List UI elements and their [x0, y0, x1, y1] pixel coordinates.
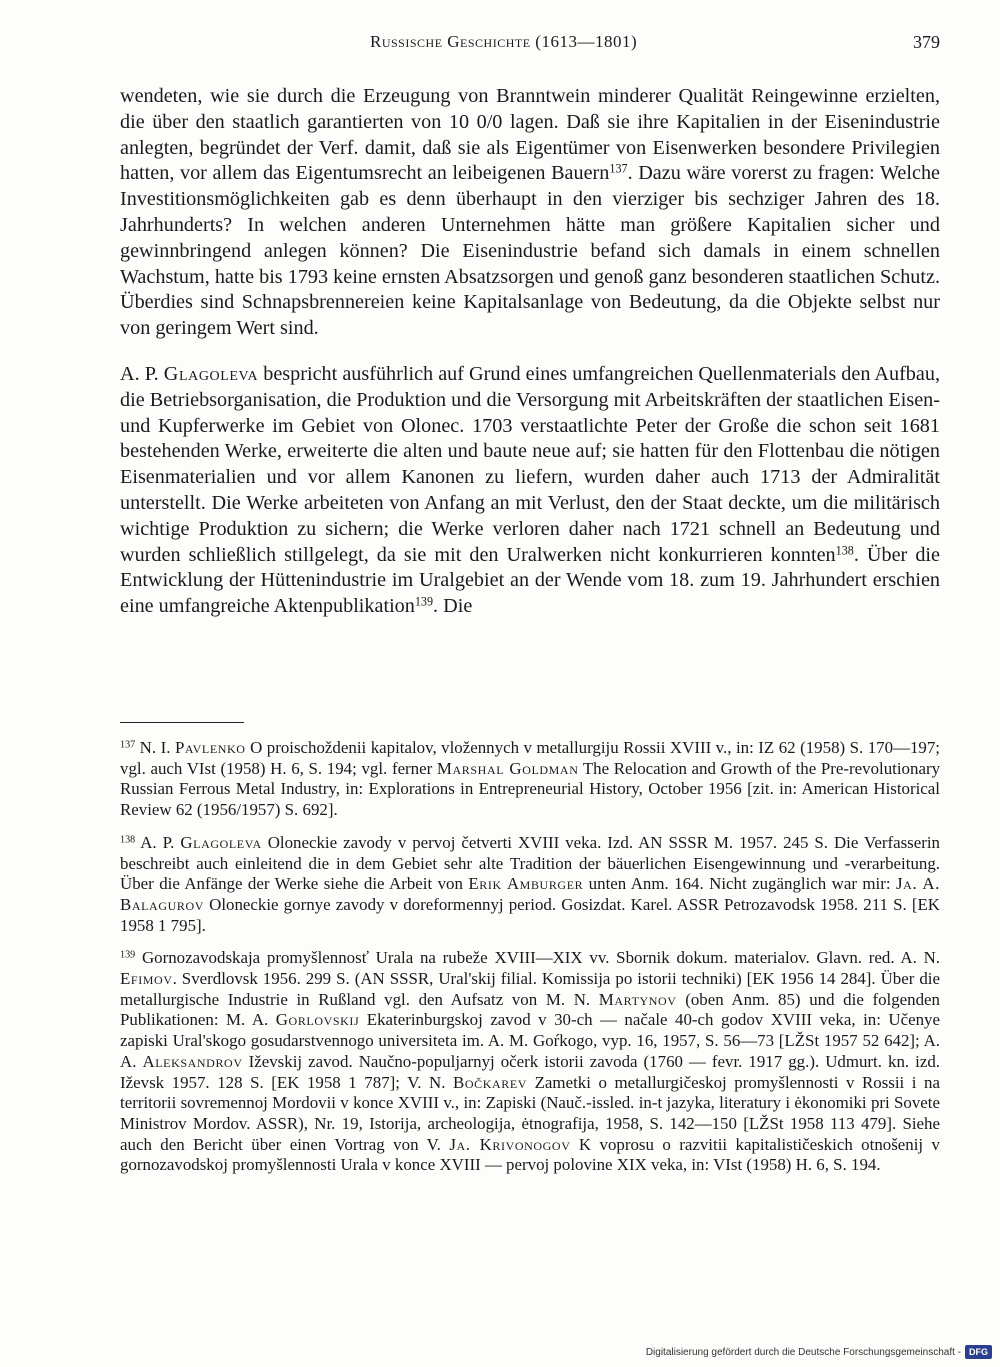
author-name: Marshal Goldman	[436, 758, 579, 778]
footnote-ref: 137	[120, 739, 136, 751]
text-run: . Dazu wäre vorerst zu fragen: Welche Investitionsmöglichkeiten gab es denn überhaupt in den vierziger bis sechziger Jahren des 18. Jahrhunderts? In welchen anderen Unternehmen hätte man größere Kapitalien sicher und gewinnbringend anlegen können? Die Eisenindustrie befand sich damals in einem schnellen Wachstum, hatte bis 1793 keine ernsten Absatzsorgen und genoß ganz besonderen staatlichen Schutz. Überdies sind Schnapsbrennereien keine Kapitalsanlage von Bedeutung, da die Objekte selbst nur von geringem Wert sind.	[120, 162, 941, 340]
text-run: . Die	[433, 595, 473, 618]
main-text	[120, 84, 940, 620]
footnote-137	[120, 738, 940, 821]
dfg-logo: DFG	[965, 1345, 992, 1359]
author-name: Ja. A. Balagurov	[120, 874, 940, 914]
footnote-ref: 138	[835, 542, 854, 557]
text-run: Iževskij zavod. Naučno-populjarnyj očerk istorii zavoda (1760 — fevr. 1917 gg.). Udmurt. kn. izd. Iževsk 1957. 128 S. [EK 1958 1 787]; V. N.	[120, 1051, 940, 1092]
footnote-ref: 138	[120, 834, 136, 846]
author-name: Glagoleva	[163, 362, 259, 385]
text-run: A. P.	[135, 832, 181, 852]
credit-text: Digitalisierung gefördert durch die Deutsche Forschungsgemeinschaft -	[645, 1346, 961, 1358]
text-run: K voprosu o razvitii kapitalističeskich otnošenij v gornozavodskoj promyšlennosti Urala v konce XVIII — pervoj polovine XIX veka, in: VIst (1958) H. 6, S. 194.	[120, 1134, 940, 1175]
text-run: Ekaterinburgskoj zavod v 30-ch — načale 40-ch godov XVIII veka, in: Učenye zapiski Ural'skogo gosudarstvennogo universiteta im. A. M. Goŕkogo, vyp. 16, 1957, S. 56—73 [LŽSt 1957 52 642]; A. A.	[120, 1010, 940, 1071]
text-run: (oben Anm. 85) und die folgenden Publikationen: M. A.	[120, 989, 940, 1030]
author-name: Erik Amburger	[468, 874, 584, 894]
author-name: Martynov	[598, 989, 677, 1009]
text-run: A. P.	[120, 362, 164, 385]
footnote-ref: 137	[609, 161, 628, 176]
footnotes	[120, 738, 940, 1188]
running-head-title: Russische Geschichte (1613—1801)	[370, 32, 638, 51]
digitization-credit	[646, 1345, 992, 1359]
running-header	[120, 30, 940, 60]
text-run: bespricht ausführlich auf Grund eines umfangreichen Quellenmaterials den Aufbau, die Betriebsorganisation, die Produktion und die Versorgung mit Arbeitskräften der staatlichen Eisen- und Kupferwerke im Gebiet von Olonec. 1703 verstaatlichte Peter der Große die schon seit 1681 bestehenden Werke, erweiterte die alten und baute neue auf; sie hatten für den Flottenbau die nötigen Eisenmaterialien und vor allem Kanonen zu liefern, wurden daher auch 1713 der Admiralität unterstellt. Die Werke arbeiteten von Anfang an mit Verlust, den der Staat deckte, um die militärisch wichtige Produktion zu sichern; die Werke verloren daher nach 1721 schnell an Bedeutung und wurden schließlich stillgelegt, da sie mit den Uralwerken nicht konkurrieren konnten	[120, 362, 940, 566]
text-run: unten Anm. 164. Nicht zugänglich war mir:	[583, 874, 896, 894]
author-name: Efimov	[120, 969, 173, 989]
text-run: wendeten, wie sie durch die Erzeugung von Branntwein minderer Qualität Reingewinne erzielten, die über den staatlich garantierten von 10 0/0 lagen. Daß sie ihre Kapitalien in der Eisenindustrie anlegten, begründet der Verf. damit, daß sie als Eigentümer von Eisenwerken besondere Privilegien hatten, vor allem das Eigentumsrecht an leibeigenen Bauern	[120, 85, 940, 185]
paragraph	[120, 362, 940, 620]
text-run: Gornozavodskaja promyšlennosť Urala na rubeže XVIII—XIX vv. Sbornik dokum. materialov. Glavn. red. A. N.	[135, 948, 940, 968]
text-run: Zametki o metallurgičeskoj promyšlennosti v Rossii i na territorii sovremennoj Mordovii v konce XVIII v., in: Zapiski (Nauč.-issled. in-t jazyka, literatury i ėkonomiki pri Sovete Ministrov Mordov. ASSR), Nr. 19, Istorija, archeologija, ėtnografija, 1958, S. 142—150 [LŽSt 1958 113 479]. Siehe auch den Bericht über einen Vortrag von V.	[120, 1072, 940, 1154]
text-run: N. I.	[135, 738, 175, 757]
page-number: 379	[913, 32, 940, 52]
paragraph	[120, 84, 940, 342]
author-name: Pavlenko	[174, 738, 246, 757]
author-name: Aleksandrov	[142, 1051, 243, 1071]
text-run: . Sverdlovsk 1956. 299 S. (AN SSSR, Ural'skij filial. Komissija po istorii techniki) [EK 1956 14 284]. Über die metallurgische Industrie in Rußland vgl. den Aufsatz von M. N.	[120, 969, 940, 1009]
text-run: . Über die Entwicklung der Hüttenindustrie im Uralgebiet an der Wende vom 18. zum 19. Jahrhundert erschien eine umfangreiche Aktenpublikation	[120, 543, 940, 618]
text-run: O proischoždenii kapitalov, vložennych v metallurgiju Rossii XVIII v., in: IZ 62 (1958) S. 170—197; vgl. auch VIst (1958) H. 6, S. 194; vgl. ferner	[120, 738, 940, 778]
footnote-separator	[120, 722, 244, 723]
text-run: Oloneckie zavody v pervoj četverti XVIII veka. Izd. AN SSSR M. 1957. 245 S. Die Verfasserin beschreibt auch einleitend die in dem Gebiet sehr alte Tradition der bäuerlichen Eisengewinnung und -verarbeitung. Über die Anfänge der Werke siehe die Arbeit von	[120, 832, 941, 894]
author-name: Glagoleva	[180, 832, 262, 852]
footnote-139	[120, 948, 940, 1176]
footnote-ref: 139	[414, 594, 434, 609]
footnote-ref: 139	[120, 949, 136, 961]
author-name: Gorlovskij	[275, 1010, 360, 1030]
author-name: Bočkarev	[452, 1072, 528, 1092]
footnote-138	[120, 833, 940, 937]
author-name: Ja. Krivonogov	[449, 1134, 571, 1154]
text-run: Oloneckie gornye zavody v doreformennyj period. Gosizdat. Karel. ASSR Petrozavodsk 1958. 211 S. [EK 1958 1 795].	[120, 894, 940, 935]
text-run: The Relocation and Growth of the Pre-revolutionary Russian Ferrous Metal Industry, in: Explorations in Entrepreneurial History, October 1956 [zit. in: American Historical Review 62 (1956/1957) S. 692].	[120, 758, 941, 820]
